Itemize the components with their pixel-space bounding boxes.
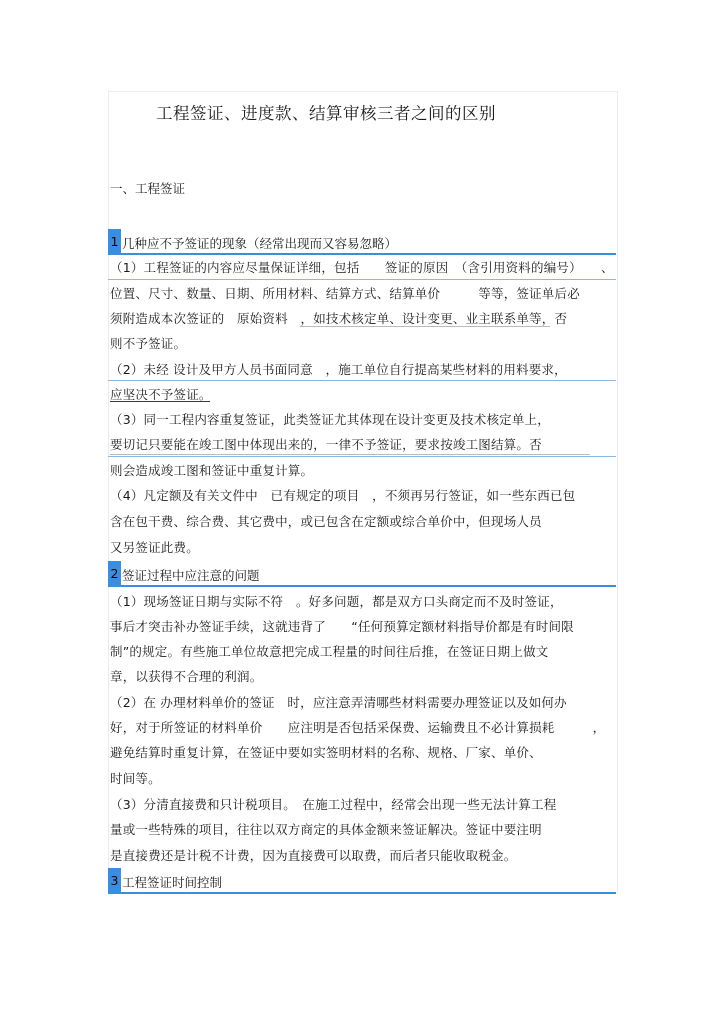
underline (110, 401, 210, 402)
row-rule (108, 380, 616, 381)
text-line: 制”的规定。有些施工单位故意把完成工程量的时间往后推，在签证日期上做文 (110, 644, 549, 659)
text-line: 时间等。 (110, 771, 161, 786)
subsection-number: 1 (108, 229, 121, 253)
text-line: 要切记只要能在竣工图中体现出来的，一律不予签证，要求按竣工图结算。否 (110, 437, 542, 452)
text-line: （3）同一工程内容重复签证，此类签证尤其体现在设计变更及技术核定单上， (110, 412, 550, 427)
text-line: 位置、尺寸、数量、日期、所用材料、结算方式、结算单价 等等，签证单后必 (110, 286, 580, 301)
underline (300, 326, 550, 327)
text-line: 章，以获得不合理的利润。 (110, 669, 263, 684)
text-line: （1）现场签证日期与实际不符 。好多问题，都是双方口头商定而不及时签证， (110, 594, 563, 609)
subsection-label: 几种应不予签证的现象（经常出现而又容易忽略） (122, 236, 398, 251)
subsection-header-2 (108, 561, 616, 587)
subsection-number: 3 (108, 868, 121, 892)
text-line: 好，对于所签证的材料单价 应注明是否包括采保费、运输费且不必计算损耗 ， (110, 720, 606, 735)
text-line: 是直接费还是计税不计费，因为直接费可以取费，而后者只能收取税金。 (110, 848, 517, 863)
text-line: （4）凡定额及有关文件中 已有规定的项目 ，不须再另行签证，如一些东西已包 (110, 488, 576, 503)
text-line: （1）工程签证的内容应尽量保证详细，包括 签证的原因 （含引用资料的编号） 、 (110, 260, 614, 275)
text-line: 应坚决不予签证。 (110, 387, 212, 402)
text-line: （2）在 办理材料单价的签证 时，应注意弄清哪些材料需要办理签证以及如何办 (110, 695, 567, 710)
document-title: 工程签证、进度款、结算审核三者之间的区别 (156, 104, 496, 123)
text-line: 则会造成竣工图和签证中重复计算。 (110, 463, 314, 478)
subsection-header-1 (108, 229, 616, 255)
underline (110, 454, 590, 455)
text-line: （3）分清直接费和只计税项目。 在施工过程中，经常会出现一些无法计算工程 (110, 797, 557, 812)
subsection-label: 工程签证时间控制 (122, 875, 223, 890)
subsection-header-3 (108, 868, 616, 894)
section-heading-1: 一、工程签证 (110, 181, 186, 196)
row-rule (108, 456, 616, 457)
subsection-label: 签证过程中应注意的问题 (122, 568, 260, 583)
text-line: （2）未经 设计及甲方人员书面同意 ，施工单位自行提高某些材料的用料要求， (110, 362, 567, 377)
text-line: 避免结算时重复计算，在签证中要如实签明材料的名称、规格、厂家、单价、 (110, 745, 542, 760)
row-rule (108, 279, 616, 280)
text-line: 则不予签证。 (110, 336, 187, 351)
text-line: 含在包干费、综合费、其它费中，或已包含在定额或综合单价中，但现场人员 (110, 514, 542, 529)
subsection-number: 2 (108, 561, 121, 585)
text-line: 须附造成本次签证的 原始资料 ，如技术核定单、设计变更、业主联系单等，否 (110, 311, 568, 326)
text-line: 量或一些特殊的项目，往往以双方商定的具体金额来签证解决。签证中要注明 (110, 822, 542, 837)
text-line: 事后才突击补办签证手续，这就违背了 “任何预算定额材料指导价都是有时间限 (110, 619, 574, 634)
text-line: 又另签证此费。 (110, 540, 199, 555)
